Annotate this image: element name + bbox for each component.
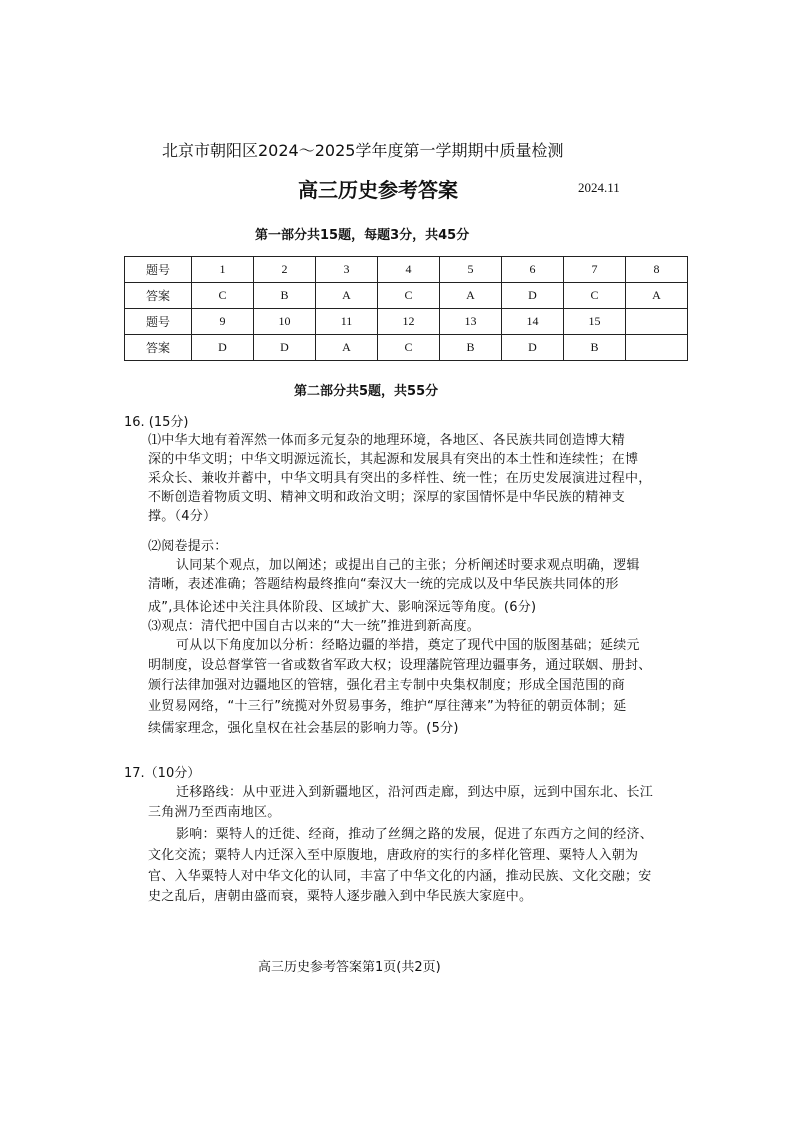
row-header: 题号 [125,257,192,283]
answer-line: 可从以下角度加以分析：经略边疆的举措，奠定了现代中国的版图基础；延续元 [176,638,640,653]
answer-line: 深的中华文明；中华文明源远流长，其起源和发展具有突出的本土性和连续性；在博 [148,452,639,467]
table-cell: 10 [254,309,316,335]
table-cell: 8 [626,257,688,283]
table-cell: 3 [316,257,378,283]
answer-line: 明制度，设总督掌管一省或数省军政大权；设理藩院管理边疆事务，通过联姻、册封、 [148,658,652,673]
document-date: 2024.11 [578,180,620,195]
table-cell: 4 [378,257,440,283]
table-cell: 15 [564,309,626,335]
question-16-number: 16. (15分) [124,415,189,430]
table-cell: D [192,335,254,361]
table-cell: A [316,335,378,361]
answer-line: 影响：粟特人的迁徙、经商，推动了丝绸之路的发展，促进了东西方之间的经济、 [176,827,654,842]
answer-line: 业贸易网络，“十三行”统揽对外贸易事务，维护“厚往薄来”为特征的朝贡体制；延 [148,699,627,714]
table-cell: D [502,335,564,361]
part2-heading: 第二部分共5题，共55分 [294,384,439,399]
table-row [125,309,688,335]
exam-title: 北京市朝阳区2024～2025学年度第一学期期中质量检测 [162,141,564,160]
table-cell: 11 [316,309,378,335]
table-cell: C [378,335,440,361]
answer-line: 不断创造着物质文明、精神文明和政治文明；深厚的家国情怀是中华民族的精神支 [148,490,626,505]
table-cell: D [502,283,564,309]
answer-line: 迁移路线：从中亚进入到新疆地区，沿河西走廊，到达中原，远到中国东北、长江 [176,785,654,800]
table-row [125,257,688,283]
answer-table [124,256,688,361]
answer-line: 史之乱后，唐朝由盛而衰，粟特人逐步融入到中华民族大家庭中。 [148,889,533,904]
row-header: 题号 [125,309,192,335]
table-cell [626,309,688,335]
table-cell: 1 [192,257,254,283]
table-cell: 14 [502,309,564,335]
table-cell: A [316,283,378,309]
answer-line: 颁行法律加强对边疆地区的管辖，强化君主专制中央集权制度；形成全国范围的商 [148,678,626,693]
table-cell: 9 [192,309,254,335]
table-row [125,283,688,309]
table-cell: 7 [564,257,626,283]
answer-line: 成”,具体论述中关注具体阶段、区域扩大、影响深远等角度。(6分) [148,600,537,615]
answer-subheading: ⑶观点：清代把中国自古以来的“大一统”推进到新高度。 [148,619,480,634]
answer-line: 认同某个观点，加以阐述；或提出自己的主张；分析阐述时要求观点明确，逻辑 [176,558,640,573]
table-cell: B [254,283,316,309]
table-cell: C [378,283,440,309]
answer-line: 官、入华粟特人对中华文化的认同，丰富了中华文化的内涵，推动民族、文化交融；安 [148,869,652,884]
table-cell: D [254,335,316,361]
answer-line: 三角洲乃至西南地区。 [148,805,281,820]
table-cell [626,335,688,361]
row-header: 答案 [125,335,192,361]
part1-heading: 第一部分共15题，每题3分，共45分 [255,228,470,243]
table-cell: A [626,283,688,309]
answer-line: 续儒家理念，强化皇权在社会基层的影响力等。(5分) [148,721,459,736]
question-17-number: 17.（10分） [124,766,201,781]
table-cell: B [564,335,626,361]
table-cell: C [192,283,254,309]
answer-line: 清晰，表述准确；答题结构最终推向“秦汉大一统的完成以及中华民族共同体的形 [148,577,619,592]
table-cell: A [440,283,502,309]
table-cell: 2 [254,257,316,283]
answer-line: 文化交流；粟特人内迁深入至中原腹地，唐政府的实行的多样化管理、粟特人入朝为 [148,848,639,863]
answer-line: 撑。（4分） [148,509,217,524]
table-cell: 6 [502,257,564,283]
table-cell: 5 [440,257,502,283]
answer-line: 采众长、兼收并蓄中，中华文明具有突出的多样性、统一性；在历史发展演进过程中， [148,471,652,486]
row-header: 答案 [125,283,192,309]
table-cell: B [440,335,502,361]
table-cell: 13 [440,309,502,335]
answer-subheading: ⑵阅卷提示： [148,539,228,554]
table-cell: C [564,283,626,309]
answer-line: ⑴中华大地有着浑然一体而多元复杂的地理环境，各地区、各民族共同创造博大精 [148,433,626,448]
page-footer: 高三历史参考答案第1页(共2页) [258,960,441,975]
table-cell: 12 [378,309,440,335]
document-title: 高三历史参考答案 [298,178,458,202]
table-row [125,335,688,361]
